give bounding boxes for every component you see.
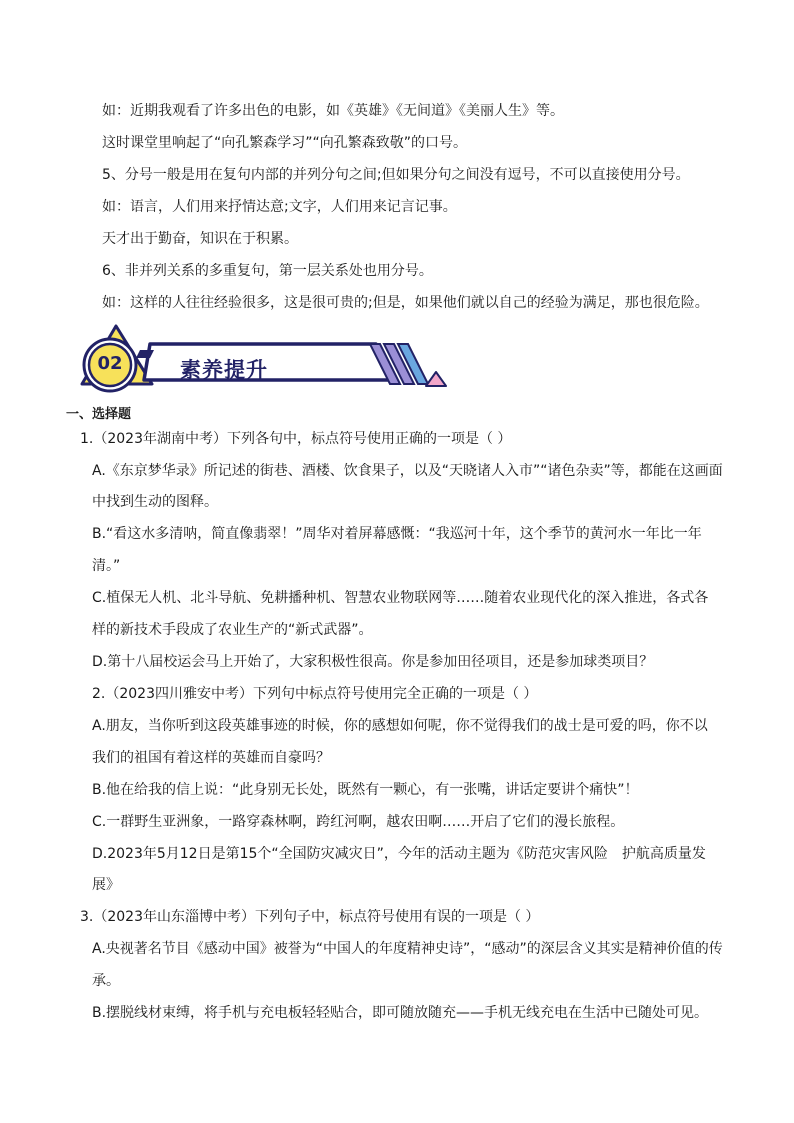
option-a: A.央视著名节目《感动中国》被誉为“中国人的年度精神史诗”，“感动”的深层含义其实是精神价值的传 (92, 941, 723, 957)
question-stem: 1.（2023年湖南中考）下列各句中，标点符号使用正确的一项是（ ） (80, 431, 512, 447)
option-c: C.一群野生亚洲象，一路穿森林啊，跨红河啊，越农田啊……开启了它们的漫长旅程。 (92, 814, 625, 830)
section-banner (80, 322, 460, 394)
option-text: 承。 (92, 973, 120, 989)
option-text: 清。” (92, 558, 121, 574)
option-text: 中找到生动的图释。 (92, 494, 218, 510)
text-line: 6、非并列关系的多重复句，第一层关系处也用分号。 (102, 263, 433, 279)
option-b: B.“看这水多清呐，简直像翡翠！”周华对着屏幕感慨：“我巡河十年，这个季节的黄河水一年比一年 (92, 526, 702, 542)
section-heading: 一、选择题 (66, 407, 132, 422)
option-a: A.朋友，当你听到这段英雄事迹的时候，你的感想如何呢，你不觉得我们的战士是可爱的吗，你不以 (92, 718, 708, 734)
option-d: D.2023年5月12日是第15个“全国防灾减灾日”，今年的活动主题为《防范灾害风险 护航高质量发 (92, 846, 706, 862)
text-line: 如：这样的人往往经验很多，这是很可贵的;但是，如果他们就以自己的经验为满足，那也很危险。 (102, 295, 709, 311)
question-stem: 2.（2023四川雅安中考）下列句中标点符号使用完全正确的一项是（ ） (92, 686, 538, 702)
option-d: D.第十八届校运会马上开始了，大家积极性很高。你是参加田径项目，还是参加球类项目？ (92, 654, 654, 670)
text-line: 这时课堂里响起了“向孔繁森学习”“向孔繁森致敬”的口号。 (102, 135, 468, 151)
question-stem: 3.（2023年山东淄博中考）下列句子中，标点符号使用有误的一项是（ ） (80, 909, 540, 925)
option-text: 样的新技术手段成了农业生产的“新式武器”。 (92, 622, 373, 638)
text-line: 5、分号一般是用在复句内部的并列分句之间;但如果分句之间没有逗号，不可以直接使用分号。 (102, 167, 690, 183)
text-line: 如：近期我观看了许多出色的电影，如《英雄》《无间道》《美丽人生》等。 (102, 103, 564, 119)
option-b: B.他在给我的信上说：“此身别无长处，既然有一颗心，有一张嘴，讲话定要讲个痛快”！ (92, 782, 639, 798)
option-text: 展》 (92, 877, 120, 893)
option-b: B.摆脱线材束缚，将手机与充电板轻轻贴合，即可随放随充——手机无线充电在生活中已随处可见。 (92, 1005, 709, 1021)
option-c: C.植保无人机、北斗导航、免耕播种机、智慧农业物联网等……随着农业现代化的深入推进，各式各 (92, 590, 709, 606)
option-a: A.《东京梦华录》所记述的街巷、酒楼、饮食果子，以及“天晓诸人入市”“诸色杂卖”等，都能在这画面 (92, 463, 723, 479)
banner-title: 素养提升 (180, 358, 268, 382)
text-line: 天才出于勤奋，知识在于积累。 (102, 231, 298, 247)
text-line: 如：语言，人们用来抒情达意;文字，人们用来记言记事。 (102, 199, 457, 215)
banner-number: 02 (97, 353, 123, 374)
option-text: 我们的祖国有着这样的英雄而自豪吗？ (92, 750, 330, 766)
